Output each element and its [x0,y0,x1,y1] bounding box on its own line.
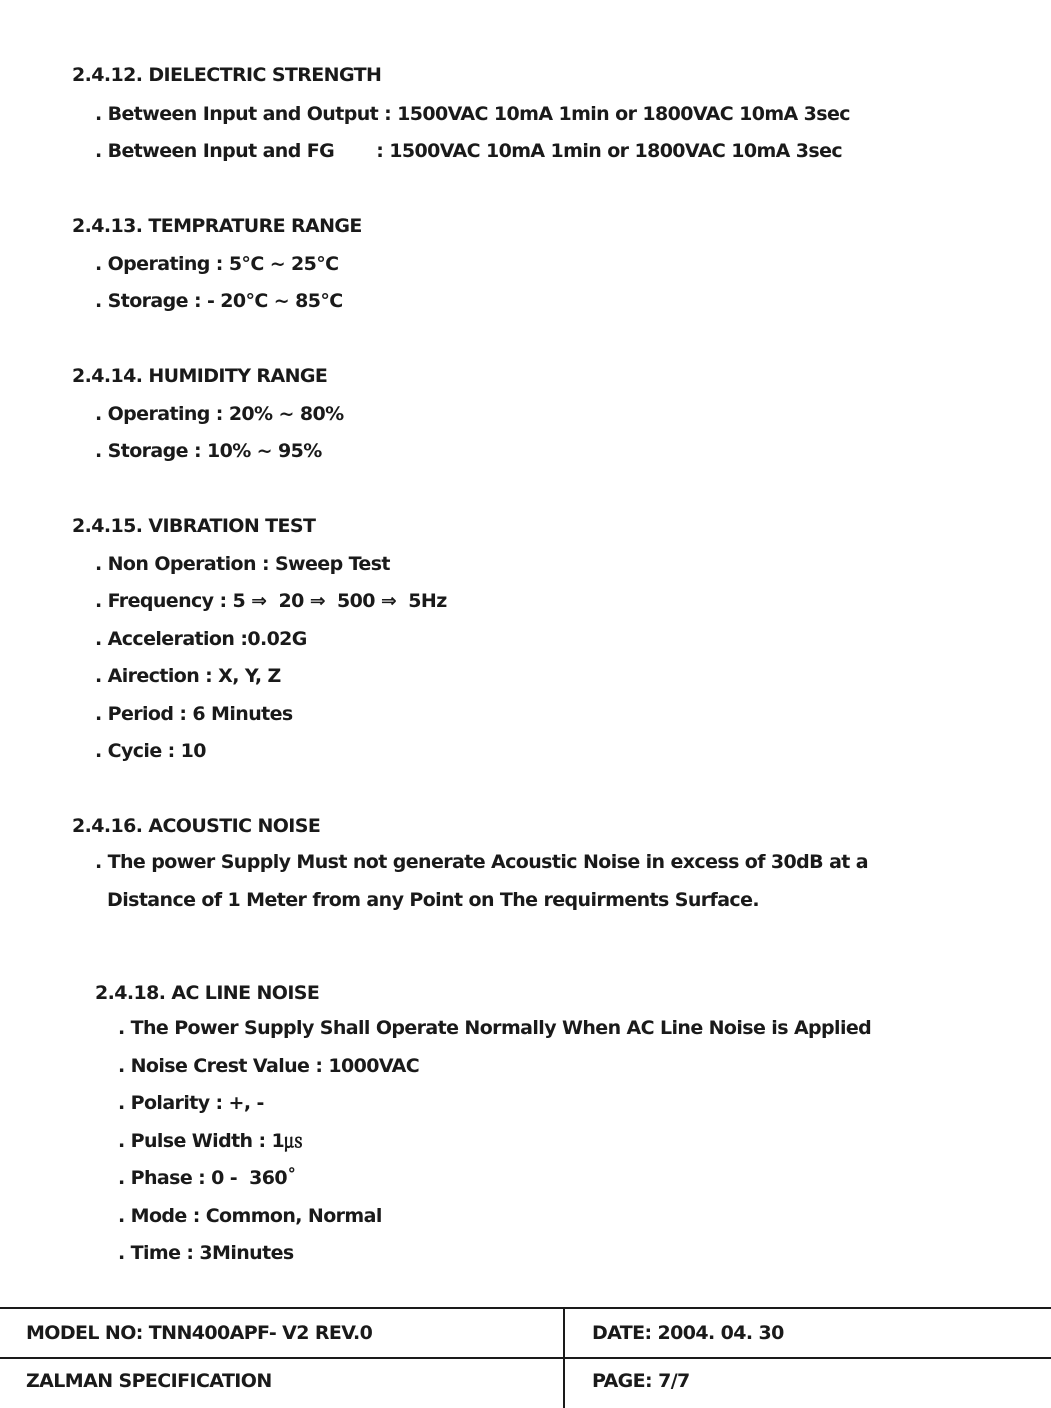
footer-row [0,1357,1051,1406]
list-item: . Frequency : 5 ⇒ 20 ⇒ 500 ⇒ 5Hz [95,590,447,612]
list-item: . Between Input and FG : 1500VAC 10mA 1min or 1800VAC 10mA 3sec [95,140,843,162]
list-item: . Mode : Common, Normal [118,1205,382,1227]
list-item: . The power Supply Must not generate Acoustic Noise in excess of 30dB at a [95,851,869,873]
list-item: . Storage : - 20°C ~ 85°C [95,290,343,312]
footer-table [0,1307,1051,1406]
section-heading-acoustic-noise: 2.4.16. ACOUSTIC NOISE [72,815,321,837]
list-item: . Polarity : +, - [118,1092,264,1114]
section-heading-humidity-range: 2.4.14. HUMIDITY RANGE [72,365,328,387]
section-heading-dielectric-strength: 2.4.12. DIELECTRIC STRENGTH [72,64,382,86]
list-item: . The Power Supply Shall Operate Normally When AC Line Noise is Applied [118,1017,872,1039]
list-item: . Operating : 20% ~ 80% [95,403,344,425]
section-heading-temperature-range: 2.4.13. TEMPRATURE RANGE [72,215,362,237]
list-item: Distance of 1 Meter from any Point on The requirments Surface. [95,889,759,911]
list-item: . Period : 6 Minutes [95,703,293,725]
list-item: . Time : 3Minutes [118,1242,294,1264]
list-item: . Airection : X, Y, Z [95,665,281,687]
page-number: PAGE: 7/7 [592,1370,690,1392]
column-divider [563,1309,565,1408]
model-number: MODEL NO: TNN400APF- V2 REV.0 [26,1322,373,1344]
list-item: . Storage : 10% ~ 95% [95,440,322,462]
list-item: . Pulse Width : 1㎲ [118,1130,303,1152]
list-item: . Acceleration :0.02G [95,628,307,650]
section-heading-ac-line-noise: 2.4.18. AC LINE NOISE [95,982,320,1004]
list-item: . Cycie : 10 [95,740,206,762]
footer-row [0,1309,1051,1359]
list-item: . Between Input and Output : 1500VAC 10mA 1min or 1800VAC 10mA 3sec [95,103,850,125]
list-item: . Operating : 5°C ~ 25°C [95,253,339,275]
list-item: . Noise Crest Value : 1000VAC [118,1055,420,1077]
section-heading-vibration-test: 2.4.15. VIBRATION TEST [72,515,316,537]
list-item: . Phase : 0 - 360˚ [118,1167,296,1189]
list-item: . Non Operation : Sweep Test [95,553,390,575]
specification-title: ZALMAN SPECIFICATION [26,1370,272,1392]
document-date: DATE: 2004. 04. 30 [592,1322,784,1344]
